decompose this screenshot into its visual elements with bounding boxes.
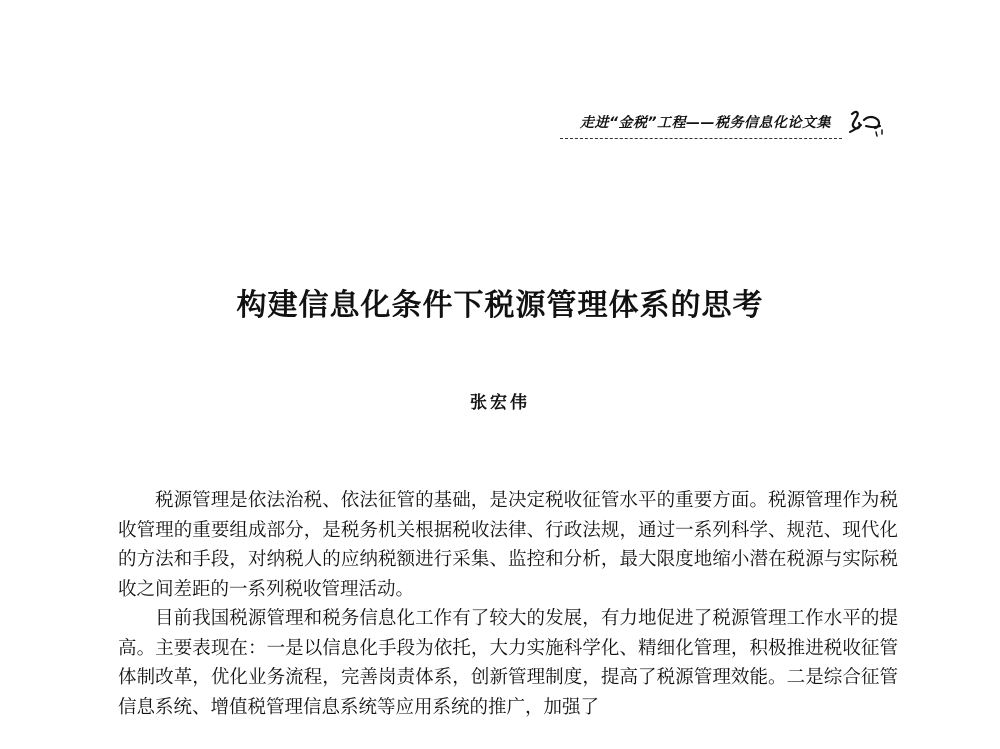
article-body (118, 486, 898, 722)
article-title: 构建信息化条件下税源管理体系的思考 (236, 288, 764, 323)
running-header-title: 走进“金税”工程——税务信息化论文集 (580, 115, 832, 131)
paragraph-2: 目前我国税源管理和税务信息化工作有了较大的发展，有力地促进了税源管理工作水平的提高。主要表现在：一是以信息化手段为依托，大力实施科学化、精细化管理，积极推进税收征管体制改革，优化业务流程，完善岗责体系，创新管理制度，提高了税源管理效能。二是综合征管信息系统、增值税管理信息系统等应用系统的推广，加强了 (118, 608, 898, 718)
author-name: 张宏伟 (470, 393, 530, 413)
handwritten-page-mark (846, 106, 886, 142)
header-rule (560, 138, 842, 139)
running-header (560, 112, 880, 152)
paragraph-1: 税源管理是依法治税、依法征管的基础，是决定税收征管水平的重要方面。税源管理作为税收管理的重要组成部分，是税务机关根据税收法律、行政法规，通过一系列科学、规范、现代化的方法和手段，对纳税人的应纳税额进行采集、监控和分析，最大限度地缩小潜在税源与实际税收之间差距的一系列税收管理活动。 (118, 490, 898, 600)
